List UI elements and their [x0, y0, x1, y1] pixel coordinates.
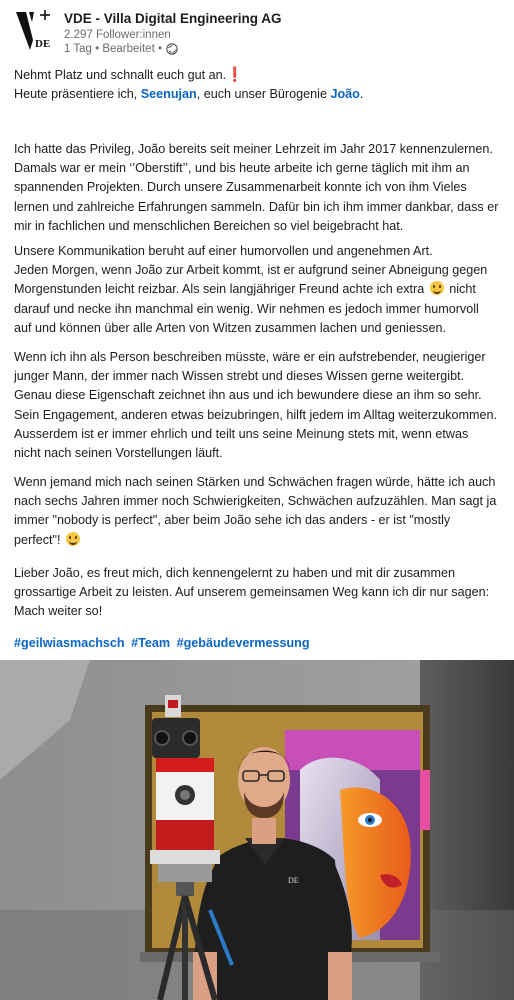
para1-line: spannenden Projekten. Durch unsere Zusammenarbeit konnte ich von ihm Vieles	[14, 180, 467, 195]
post-meta	[64, 43, 178, 55]
para4-line: nach sechs Jahren immer noch Schwierigkeiten, Schwächen aufzuzählen. Man sagt ja	[14, 494, 497, 509]
globe-icon	[166, 43, 178, 55]
para2-line-tail: nicht	[449, 282, 476, 297]
para1-line: mir in fachlichen und menschlichen Bereichen so viel beigebracht hat.	[14, 218, 404, 233]
post-meta-text: 1 Tag • Bearbeitet •	[64, 43, 162, 55]
company-name[interactable]: VDE - Villa Digital Engineering AG	[64, 11, 282, 26]
intro-line-1: Nehmt Platz und schnallt euch gut an.	[14, 68, 227, 82]
post-photo[interactable]	[0, 660, 514, 1000]
logo-text: DE	[35, 38, 51, 50]
hashtags	[14, 634, 504, 653]
paragraph-3	[14, 348, 504, 463]
para2-line: Unsere Kommunikation beruht auf einer humorvollen und angenehmen Art.	[14, 244, 433, 258]
intro-line-2-pre: Heute präsentiere ich,	[14, 87, 141, 102]
para1-line: Damals war er mein ‘’Oberstift’’, und bis heute arbeite ich gerne täglich mit ihm an	[14, 161, 470, 176]
para2-line: Jeden Morgen, wenn João zur Arbeit kommt, ist er aufgrund seiner Abneigung gegen	[14, 263, 488, 278]
follower-count: 2.297 Follower:innen	[64, 29, 171, 41]
post-intro	[14, 65, 504, 104]
para3-line: Wenn ich ihn als Person beschreiben müsste, wäre er ein aufstrebender, neugieriger	[14, 350, 486, 364]
paragraph-2	[14, 242, 504, 338]
smile-emoji	[430, 281, 444, 295]
para2-line: auf und können über alle Arten von Witzen zusammen lachen und geniessen.	[14, 320, 446, 335]
person-shirt	[205, 838, 345, 1000]
hashtag-link[interactable]: #geilwiasmachsch	[14, 636, 125, 650]
para1-line: lernen und zahlreiche Erfahrungen sammeln. Dafür bin ich ihm immer dankbar, dass er	[14, 199, 499, 214]
intro-line-2-post: .	[359, 87, 364, 102]
paragraph-1	[14, 140, 504, 236]
para3-line: Sein Engagement, anderen etwas beizubringen, hilft jedem im Alltag weiterzukommen.	[14, 407, 498, 422]
shirt-logo: DE	[288, 876, 299, 885]
paragraph-5	[14, 564, 504, 622]
para3-line: Genau diese Eigenschaft zeichnet ihn aus und ich bewundere diese an ihm so sehr.	[14, 388, 482, 403]
paragraph-4	[14, 473, 504, 550]
para3-line: nicht nach seinen Vorstellungen läuft.	[14, 446, 223, 461]
para2-line: Morgenstunden leicht reizbar. Als sein langjähriger Freund achte ich extra	[14, 282, 425, 297]
para5-line: Mach weiter so!	[14, 604, 103, 619]
mention-seenujan[interactable]: Seenujan	[140, 87, 197, 102]
para5-line: grossartige Arbeit zu leisten. Auf unserem gemeinsamen Weg kann ich dir nur sagen:	[14, 585, 490, 600]
para4-line: perfect"!	[14, 532, 61, 547]
vde-logo-icon[interactable]	[14, 8, 54, 54]
intro-line-2-mid: , euch unser Bürogenie	[196, 87, 331, 102]
hashtag-link[interactable]: #gebäudevermessung	[176, 636, 310, 650]
hashtag-link[interactable]: #Team	[131, 636, 171, 650]
post-header	[0, 0, 514, 60]
smile-emoji	[66, 532, 80, 546]
para5-line: Lieber João, es freut mich, dich kennengelernt zu haben und mit dir zusammen	[14, 566, 456, 580]
para1-line: Ich hatte das Privileg, João bereits seit meiner Lehrzeit im Jahr 2017 kennenzulernen.	[14, 142, 493, 156]
para4-line: immer "nobody is perfect", aber beim João sehe ich das anders - er ist "mostly	[14, 513, 451, 528]
para2-line: darauf und necke ihn manchmal ein wenig. Wir nehmen es jedoch immer humorvoll	[14, 301, 479, 316]
para3-line: junger Mann, der immer nach Wissen strebt und dieses Wissen gerne weitergibt.	[14, 369, 465, 384]
exclamation-emoji: ❗	[226, 66, 244, 82]
mention-joao[interactable]: João	[330, 87, 360, 102]
para3-line: Ausserdem ist er immer ehrlich und teilt uns seine Meinung stets mit, wenn etwas	[14, 426, 469, 441]
photo-scene	[0, 660, 514, 1000]
para4-line: Wenn jemand mich nach seinen Stärken und Schwächen fragen würde, hätte ich auch	[14, 475, 496, 489]
